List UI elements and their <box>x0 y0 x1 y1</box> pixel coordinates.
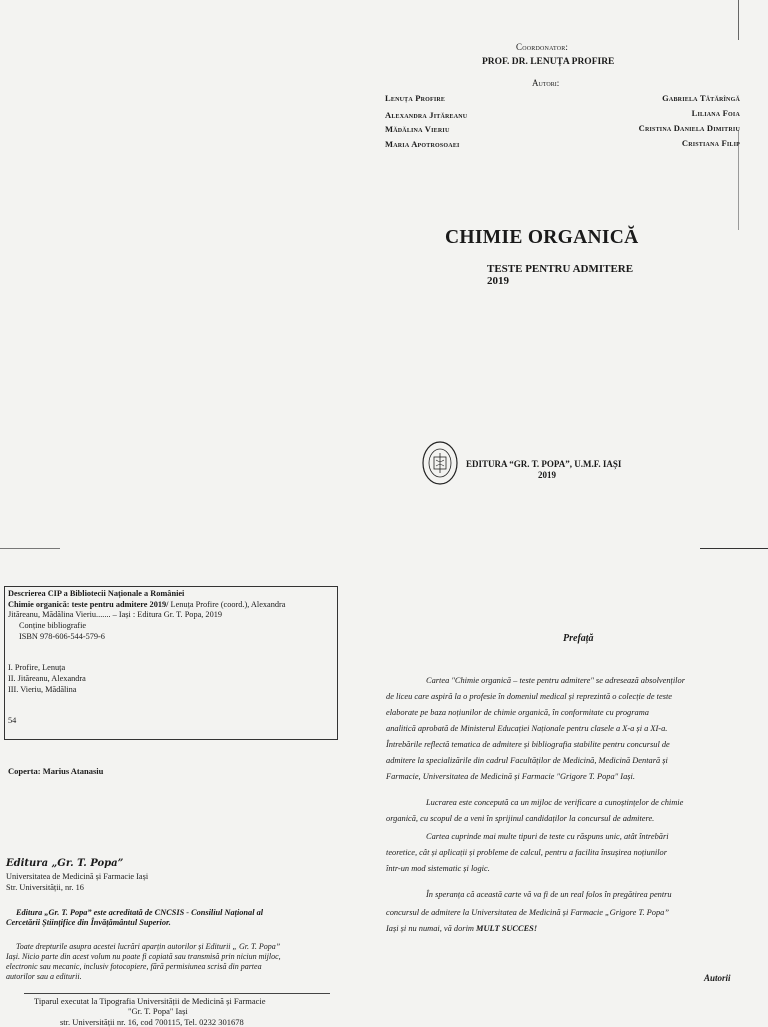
preface-p1-line-3: elaborate pe baza noțiunilor de chimie organică, în conformitate cu programa <box>386 708 649 717</box>
cip-index-2: II. Jităreanu, Alexandra <box>8 674 86 683</box>
author-left-3: Mădălina Vieriu <box>385 124 450 134</box>
publisher-year: 2019 <box>538 470 556 480</box>
accreditation-line-2: Cercetării Științifice din Învățământul Superior. <box>6 918 171 927</box>
cip-authors-line: Jităreanu, Mădălina Vieriu....... – Iași : Editura Gr. T. Popa, 2019 <box>8 610 223 619</box>
preface-p4-line-2: concursul de admitere la Universitatea de Medicină și Farmacie „Grigore T. Popa” <box>386 908 670 917</box>
preface-p2-line-2: organică, cu scopul de a veni în sprijinul candidaților la concursul de admitere. <box>386 814 655 823</box>
preface-p1-line-5: Întrebările reflectă tematica de admitere și bibliografia stabilite pentru concursul de <box>386 740 670 749</box>
preface-p3-line-3: într-un mod sistematic și logic. <box>386 864 490 873</box>
author-right-1: Gabriela Tătărîngă <box>662 93 740 103</box>
author-right-2: Liliana Foia <box>691 108 740 118</box>
printer-line-2: "Gr. T. Popa" Iași <box>128 1006 188 1016</box>
press-address-1: Universitatea de Medicină și Farmacie Iași <box>6 872 149 881</box>
coordinator-label: Coordonator: <box>516 42 569 52</box>
coordinator-name: PROF. DR. LENUȚA PROFIRE <box>482 57 615 67</box>
page-fold-line <box>700 548 768 549</box>
publisher-name: EDITURA “GR. T. POPA”, U.M.F. IAȘI <box>466 459 622 469</box>
preface-p1-line-1: Cartea "Chimie organică – teste pentru admitere" se adresează absolvenților <box>426 676 685 685</box>
cip-title-rest: Lenuța Profire (coord.), Alexandra <box>168 600 286 609</box>
cip-classification: 54 <box>8 716 17 725</box>
printer-line-1: Tiparul executat la Tipografia Universității de Medicină și Farmacie <box>34 996 266 1006</box>
author-left-1: Lenuța Profire <box>385 93 446 103</box>
page-fold-line <box>0 548 60 549</box>
cip-description-box <box>4 586 338 740</box>
author-left-2: Alexandra Jităreanu <box>385 110 468 120</box>
cip-index-1: I. Profire, Lenuța <box>8 663 66 672</box>
preface-p4-line-1: În speranța că această carte vă va fi de un real folos în pregătirea pentru <box>426 890 672 899</box>
cover-credit: Coperta: Marius Atanasiu <box>8 766 104 776</box>
book-title: CHIMIE ORGANICĂ <box>445 227 639 248</box>
preface-p3-line-2: teoretice, cât și aplicații și probleme de calcul, pentru a facilita însușirea noțiunilor <box>386 848 667 857</box>
accreditation-line-1: Editura „Gr. T. Popa” este acreditată de CNCSIS - Consiliul Național al <box>16 908 264 917</box>
preface-p1-line-7: Farmacie, Universitatea de Medicină și Farmacie "Grigore T. Popa" Iași. <box>386 772 635 781</box>
cip-bibliography: Conține bibliografie <box>19 621 87 630</box>
press-address-2: Str. Universității, nr. 16 <box>6 883 84 892</box>
printer-divider <box>24 993 330 994</box>
press-logo-signature: Editura „Gr. T. Popa” <box>6 858 124 869</box>
cip-title: Chimie organică: teste pentru admitere 2019/ <box>8 600 169 609</box>
preface-p1-line-2: de liceu care aspiră la o profesie în domeniul medical și reprezintă o colecție de teste <box>386 692 672 701</box>
preface-title: Prefață <box>563 633 594 644</box>
printer-line-3: str. Universității nr. 16, cod 700115, Tel. 0232 301678 <box>60 1017 244 1027</box>
preface-p1-line-4: analitică aprobată de Ministerul Educației Naționale pentru clasele a X-a și a XI-a. <box>386 724 668 733</box>
rights-line-2: Iași. Nicio parte din acest volum nu poate fi copiată sau transmisă prin niciun mijloc, <box>6 952 281 961</box>
author-right-4: Cristiana Filip <box>681 138 740 148</box>
cip-index-3: III. Vieriu, Mădălina <box>8 685 77 694</box>
publisher-seal-icon <box>421 440 459 486</box>
book-subtitle: TESTE PENTRU ADMITERE 2019 <box>487 263 634 287</box>
rights-line-3: electronic sau mecanic, inclusiv fotocopiere, fără permisiunea scrisă din partea <box>6 962 262 971</box>
preface-signature: Autorii <box>704 973 731 983</box>
rights-line-1: Toate drepturile asupra acestei lucrări aparțin autorilor și Editurii „ Gr. T. Popa” <box>16 942 281 951</box>
cip-heading: Descrierea CIP a Bibliotecii Naționale a României <box>8 589 185 598</box>
author-left-4: Maria Apotrosoaei <box>385 139 460 149</box>
authors-label: Autori: <box>532 78 560 88</box>
preface-p3-line-1: Cartea cuprinde mai multe tipuri de teste cu răspuns unic, atât întrebări <box>426 832 669 841</box>
rights-line-4: autorilor sau a editurii. <box>6 972 82 981</box>
preface-closing-emphasis: MULT SUCCES! <box>476 924 538 933</box>
page-edge-line <box>738 0 739 40</box>
preface-closing: Iași și nu numai, vă dorim <box>386 924 477 933</box>
preface-p1-line-6: admitere la specializările din cadrul Facultăților de Medicină, Medicină Dentară și <box>386 756 668 765</box>
preface-p2-line-1: Lucrarea este concepută ca un mijloc de verificare a cunoștințelor de chimie <box>426 798 684 807</box>
cip-isbn: ISBN 978-606-544-579-6 <box>19 632 105 641</box>
author-right-3: Cristina Daniela Dimitriu <box>638 123 740 133</box>
preface-p4-line-3 <box>386 924 537 934</box>
cip-title-line <box>8 600 285 610</box>
